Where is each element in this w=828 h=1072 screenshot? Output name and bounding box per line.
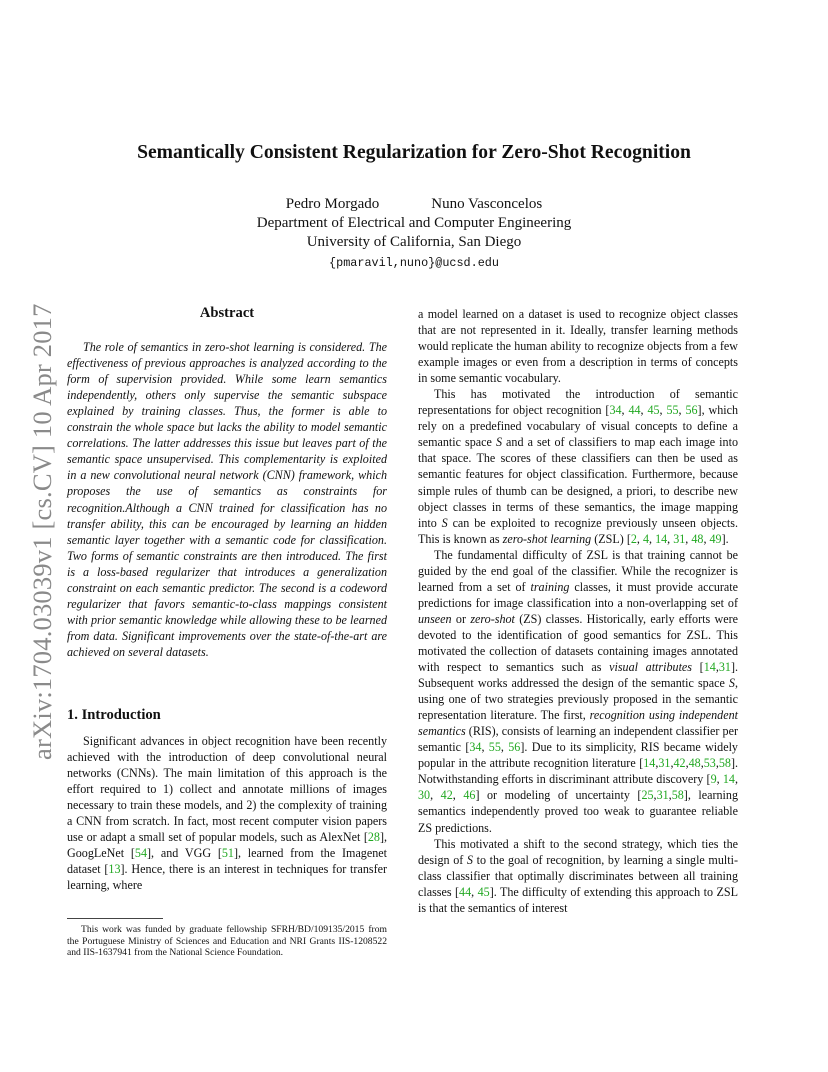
- funding-footnote: This work was funded by graduate fellowship SFRH/BD/109135/2015 from the Portuguese Ministry of Sciences and Education and NRI Grants IIS-1208522 and IIS-1637941 from the National Science Foundation.: [67, 924, 387, 959]
- citation-link[interactable]: 28: [367, 830, 380, 845]
- body-text: ,: [715, 660, 719, 675]
- body-text: The fundamental difficulty of ZSL is that training cannot be guided by the end goal of the classifier. While the recognizer is learned from a set of: [418, 547, 738, 594]
- right-column: [418, 306, 738, 916]
- body-text: ,: [703, 531, 710, 546]
- author-email: {pmaravil,nuno}@ucsd.edu: [329, 256, 499, 270]
- arxiv-side-stamp: [22, 280, 62, 760]
- citation-link[interactable]: 14: [703, 660, 716, 675]
- author-list: [0, 196, 828, 213]
- affiliation-department: Department of Electrical and Computer Engineering: [256, 215, 572, 231]
- citation-link[interactable]: 48: [691, 531, 704, 546]
- citation-link[interactable]: 31: [673, 531, 686, 546]
- body-text: ,: [685, 531, 692, 546]
- left-column: [67, 305, 387, 894]
- body-text: ], and VGG [: [147, 846, 222, 861]
- citation-link[interactable]: 30: [418, 788, 431, 803]
- body-text: ,: [715, 756, 719, 771]
- body-text: classes, it must provide accurate predictions for image classification into a non-overlapping set of: [418, 579, 738, 610]
- citation-link[interactable]: 51: [221, 846, 234, 861]
- body-text: ]. Subsequent works addressed the design of the semantic space: [418, 660, 738, 691]
- body-text: can be exploited to recognize previously unseen objects. This is known as: [418, 515, 738, 546]
- body-text: [: [692, 660, 704, 675]
- introduction-heading: 1. Introduction: [67, 706, 161, 723]
- body-text: ] or modeling of uncertainty [: [475, 788, 642, 803]
- footnote-rule: [67, 918, 163, 919]
- citation-link[interactable]: 46: [463, 788, 476, 803]
- body-text: ,: [621, 403, 629, 418]
- citation-link[interactable]: 45: [477, 884, 490, 899]
- body-text: This has motivated the introduction of semantic representations for object recognition [: [418, 387, 738, 418]
- body-text: ], learned from the Imagenet dataset [: [67, 846, 387, 877]
- citation-link[interactable]: 34: [609, 403, 622, 418]
- citation-link[interactable]: 53: [703, 756, 716, 771]
- body-text: ]. Notwithstanding efforts in discriminant attribute discovery [: [418, 756, 738, 787]
- citation-link[interactable]: 4: [642, 531, 650, 546]
- citation-link[interactable]: 14: [643, 756, 656, 771]
- intro-paragraph: [67, 733, 387, 893]
- citation-link[interactable]: 34: [469, 740, 482, 755]
- citation-link[interactable]: 44: [459, 884, 472, 899]
- body-text: to the goal of recognition, by learning a single multi-class classifier that optimally discriminates between all training classes [: [418, 852, 738, 899]
- citation-link[interactable]: 25: [641, 788, 654, 803]
- body-text: ,: [481, 740, 489, 755]
- body-text: ,: [452, 788, 464, 803]
- citation-link[interactable]: 31: [718, 660, 731, 675]
- body-text: ,: [659, 403, 667, 418]
- body-text: or: [451, 611, 471, 626]
- body-text: (ZSL) [: [591, 531, 631, 546]
- citation-link[interactable]: 42: [440, 788, 453, 803]
- emphasis-text: recognition using independent semantics: [418, 708, 738, 739]
- emphasis-text: unseen: [418, 611, 452, 626]
- body-text: ,: [678, 403, 686, 418]
- citation-link[interactable]: 58: [718, 756, 731, 771]
- emphasis-text: zero-shot learning: [502, 531, 592, 546]
- body-text: ], GoogLeNet [: [67, 830, 387, 861]
- body-text: ,: [636, 531, 643, 546]
- body-paragraph: [418, 306, 738, 386]
- body-text: ], learning semantics independently proved too weak to guarantee reliable ZS predictions.: [418, 788, 739, 835]
- body-text: ,: [653, 788, 657, 803]
- author-name: Nuno Vasconcelos: [431, 196, 543, 212]
- body-paragraph: [418, 386, 738, 546]
- body-text: ,: [667, 531, 674, 546]
- author-name: Pedro Morgado: [285, 196, 380, 212]
- emphasis-text: S: [728, 676, 735, 691]
- body-text: ]. The difficulty of extending this approach to ZSL is that the semantics of interest: [418, 884, 738, 915]
- body-text: ,: [640, 403, 648, 418]
- footnote: [67, 924, 387, 959]
- citation-link[interactable]: 9: [710, 772, 717, 787]
- body-text: ]. Hence, there is an interest in techniques for transfer learning, where: [67, 862, 387, 893]
- body-text: ,: [649, 531, 656, 546]
- citation-link[interactable]: 44: [628, 403, 641, 418]
- citation-link[interactable]: 49: [709, 531, 722, 546]
- body-text: ], which rely on a predefined vocabulary of visual concepts to define a semantic space: [418, 403, 739, 450]
- citation-link[interactable]: 42: [673, 756, 686, 771]
- citation-link[interactable]: 48: [688, 756, 701, 771]
- body-text: ]. Due to its simplicity, RIS became widely popular in the attribute recognition literature [: [418, 740, 738, 771]
- citation-link[interactable]: 14: [655, 531, 668, 546]
- citation-link[interactable]: 55: [666, 403, 679, 418]
- emphasis-text: S: [441, 515, 448, 530]
- body-text: ,: [471, 884, 478, 899]
- body-text: ,: [670, 756, 674, 771]
- citation-link[interactable]: 31: [656, 788, 669, 803]
- abstract-text: The role of semantics in zero-shot learning is considered. The effectiveness of previous approaches is analyzed according to the form of supervision provided. While some learn semantics independently, others only supervise the semantic subspace explained by training classes. Thus, the former is able to constrain the whole space but lacks the ability to model semantic correlations. The latter addresses this issue but leaves part of the semantic space unsupervised. This complementarity is exploited in a new convolutional neural network (CNN) framework, which proposes the use of semantics as constraints for recognition.Although a CNN trained for classification has no transfer ability, this can be encouraged by learning an hidden semantic layer together with a semantic code for classification. Two forms of semantic constraints are then introduced. The first is a loss-based regularizer that introduces a generalization constraint on each semantic predictor. The second is a codeword regularizer that favors semantic-to-class mappings consistent with prior semantic knowledge while allowing these to be learned from data. Significant improvements over the state-of-the-art are achieved on several datasets.: [67, 340, 387, 659]
- body-text: ,: [655, 756, 659, 771]
- emphasis-text: visual attributes: [609, 660, 693, 675]
- abstract-heading: Abstract: [199, 305, 255, 321]
- body-text: and a set of classifiers to map each image into that space. The scores of these classifiers can then be used as semantic features for object classification. Furthermore, because simple rules of thumb can be designed, a priori, to describe new object classes in terms of these semantics, the image mapping into: [418, 435, 738, 530]
- body-text: ,: [685, 756, 689, 771]
- body-text: Significant advances in object recognition have been recently achieved with the introduction of deep convolutional neural networks (CNNs). The main limitation of this approach is the effort required to 1) collect and annotate millions of images necessary to train these models, and 2) the complexity of training a CNN from scratch. In fact, most recent computer vision papers use or adapt a small set of popular models, such as AlexNet [: [67, 734, 387, 845]
- body-paragraph: [418, 547, 738, 836]
- arxiv-identifier: arXiv:1704.03039v1 [cs.CV] 10 Apr 2017: [27, 303, 57, 760]
- body-text: This motivated a shift to the second strategy, which ties the design of: [418, 836, 738, 867]
- body-text: ].: [721, 531, 729, 546]
- citation-link[interactable]: 13: [108, 862, 121, 877]
- body-text: ,: [716, 772, 723, 787]
- body-text: ,: [668, 788, 672, 803]
- body-text: ,: [700, 756, 704, 771]
- citation-link[interactable]: 55: [488, 740, 501, 755]
- emphasis-text: S: [466, 852, 473, 867]
- citation-link[interactable]: 45: [647, 403, 660, 418]
- emphasis-text: zero-shot: [470, 611, 515, 626]
- emphasis-text: S: [495, 435, 502, 450]
- citation-link[interactable]: 31: [658, 756, 671, 771]
- citation-link[interactable]: 56: [685, 403, 698, 418]
- body-text: ,: [430, 788, 441, 803]
- citation-link[interactable]: 56: [508, 740, 521, 755]
- body-text: (ZS) classes. Historically, early efforts were devoted to the identification of good semantics for ZSL. This motivated the collection of datasets containing images annotated with respect to semantics such as: [418, 611, 738, 675]
- body-text: ,: [734, 772, 738, 787]
- body-text: a model learned on a dataset is used to recognize object classes that are not represented in it. Ideally, transfer learning methods would replicate the human ability to recognize objects from a few example images or even from a description in terms of concepts in some semantic vocabulary.: [418, 307, 738, 386]
- citation-link[interactable]: 14: [722, 772, 735, 787]
- citation-link[interactable]: 2: [630, 531, 637, 546]
- body-paragraph: [418, 836, 738, 916]
- body-text: (RIS), consists of learning an independent classifier per semantic [: [418, 724, 738, 755]
- citation-link[interactable]: 54: [134, 846, 147, 861]
- citation-link[interactable]: 58: [671, 788, 684, 803]
- body-text: ,: [500, 740, 509, 755]
- emphasis-text: training: [530, 579, 570, 594]
- body-text: , using one of two strategies previously proposed in the semantic representation literature. The first,: [418, 676, 738, 723]
- paper-title: Semantically Consistent Regularization for Zero-Shot Recognition: [137, 142, 691, 163]
- affiliation-university: University of California, San Diego: [306, 234, 522, 250]
